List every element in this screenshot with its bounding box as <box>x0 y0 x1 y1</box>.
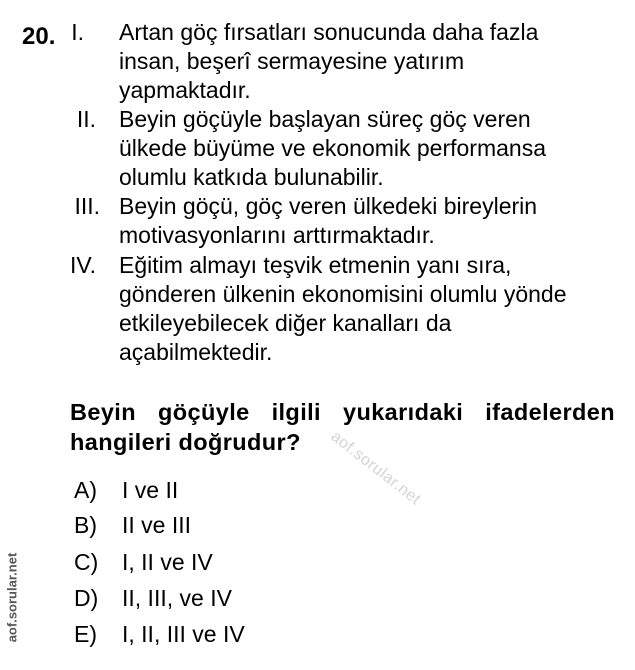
option-letter: E) <box>74 621 97 647</box>
option-letter: D) <box>74 585 99 611</box>
statement-line: açabilmektedir. <box>119 339 273 365</box>
option-text: I ve II <box>122 477 179 503</box>
question-number: 20. <box>22 23 56 50</box>
statement-numeral: III. <box>74 193 100 219</box>
statement-line: yapmaktadır. <box>119 77 251 103</box>
statement-line: etkileyebilecek diğer kanalları da <box>119 310 452 336</box>
statement-line: Artan göç fırsatları sonucunda daha fazla <box>119 19 539 45</box>
option-letter: B) <box>74 512 97 538</box>
option-text: I, II ve IV <box>122 549 213 575</box>
statement-line: Beyin göçü, göç veren ülkedeki bireylerin <box>119 193 538 219</box>
statement-text <box>119 18 619 105</box>
question-prompt-line: hangileri doğrudur? <box>70 429 301 455</box>
statement-line: Beyin göçüyle başlayan süreç göç veren <box>119 106 531 132</box>
option-text: II, III, ve IV <box>122 585 232 611</box>
statement-line: Eğitim almayı teşvik etmenin yanı sıra, <box>119 252 512 278</box>
watermark-diagonal: aof.sorular.net <box>327 428 424 509</box>
option-text: II ve III <box>122 512 192 538</box>
statement-line: motivasyonlarını arttırmaktadır. <box>119 222 435 248</box>
statement-numeral: II. <box>76 106 96 132</box>
statement-numeral: IV. <box>69 252 96 278</box>
option-letter: A) <box>74 477 97 503</box>
option-letter: C) <box>74 549 99 575</box>
question-prompt-line: Beyin göçüyle ilgili yukarıdaki ifadelerden <box>70 399 615 425</box>
statement-text <box>119 251 619 367</box>
statement-line: gönderen ülkenin ekonomisini olumlu yönde <box>119 281 567 307</box>
watermark-side: aof.sorular.net <box>4 552 20 643</box>
option-text: I, II, III ve IV <box>122 621 245 647</box>
statement-text <box>119 105 619 192</box>
statement-line: insan, beşerî sermayesine yatırım <box>119 48 465 74</box>
statement-line: ülkede büyüme ve ekonomik performansa <box>119 135 547 161</box>
statement-line: olumlu katkıda bulunabilir. <box>119 164 384 190</box>
statement-text <box>119 192 619 250</box>
statement-numeral: I. <box>71 19 84 45</box>
